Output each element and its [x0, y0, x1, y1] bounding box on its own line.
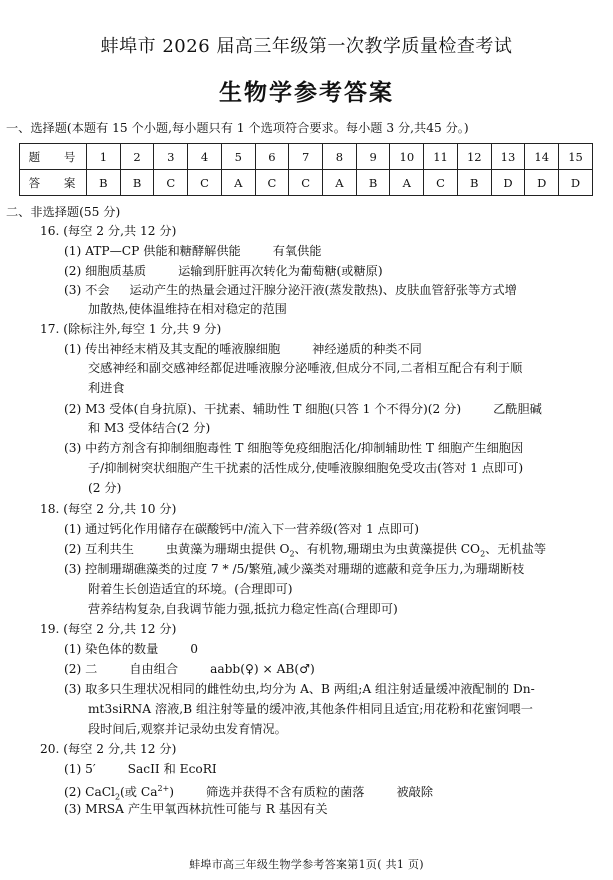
question-number: 6: [255, 144, 289, 170]
q18-subscript-1: 2: [289, 549, 295, 559]
q16-answer-2b: 运输到肝脏再次转化为葡萄糖(或糖原): [178, 264, 383, 278]
q20-answer-2-pre: (2) CaCl: [64, 785, 115, 800]
q18-answer-3a: (3) 控制珊瑚礁藻类的过度 7 * /5/繁殖,减少藻类对珊瑚的遮蔽和竞争压力,为珊瑚断枝: [64, 562, 525, 576]
answer-cell: C: [289, 170, 323, 196]
q18-subscript-2: 2: [480, 549, 486, 559]
q17-answer-2a: (2) M3 受体(自身抗原)、干扰素、辅助性 T 细胞(只答 1 个不得分)(2 分): [64, 402, 462, 416]
q20-answer-2-mid: (或 Ca: [120, 785, 158, 800]
answer-cell: B: [120, 170, 154, 196]
question-number: 3: [154, 144, 188, 170]
q19-answer-2b: 自由组合: [129, 662, 179, 676]
question-number: 8: [323, 144, 357, 170]
q20-answer-2b: 筛选并获得不含有质粒的菌落: [206, 785, 365, 800]
question-number: 5: [221, 144, 255, 170]
answer-cell: C: [188, 170, 222, 196]
answer-cell: D: [491, 170, 525, 196]
q18-answer-3c: 营养结构复杂,自我调节能力强,抵抗力稳定性高(合理即可): [88, 602, 398, 616]
q20-subscript: 2: [114, 792, 121, 802]
answer-cell: C: [154, 170, 188, 196]
q17-answer-3b: 子/抑制树突状细胞产生干扰素的活性成分,使唾液腺细胞免受攻击(答对 1 点即可): [88, 461, 524, 475]
q16-answer-1b: 有氧供能: [272, 244, 322, 258]
q16-answer-3a: (3) 不会: [64, 283, 110, 297]
q16-answer-2a: (2) 细胞质基质: [64, 264, 147, 278]
q16-header: 16. (每空 2 分,共 12 分): [40, 224, 177, 238]
q20-answer-3: (3) MRSA 产生甲氧西林抗性可能与 R 基因有关: [64, 802, 328, 816]
answer-cell: B: [356, 170, 390, 196]
section2-heading: 二、非选择题(55 分): [6, 205, 121, 219]
row-label-answer: 答 案: [20, 170, 87, 196]
q20-answer-1a: (1) 5′: [64, 762, 96, 776]
answer-cell: B: [87, 170, 121, 196]
q20-answer-2c: 被敲除: [396, 785, 434, 800]
q19-answer-2a: (2) 二: [64, 662, 98, 676]
q17-answer-2c: 和 M3 受体结合(2 分): [88, 421, 211, 435]
q18-header: 18. (每空 2 分,共 10 分): [40, 502, 177, 516]
q17-answer-1c: 交感神经和副交感神经都促进唾液腺分泌唾液,但成分不同,二者相互配合有利于顺: [88, 361, 523, 375]
answer-cell: C: [255, 170, 289, 196]
answer-cell: C: [424, 170, 458, 196]
exam-title: 蚌埠市 2026 届高三年级第一次教学质量检查考试: [100, 36, 513, 57]
q17-header: 17. (除标注外,每空 1 分,共 9 分): [40, 322, 222, 336]
q16-answer-3: [64, 281, 517, 299]
question-number: 10: [390, 144, 424, 170]
q16-answer-1a: (1) ATP—CP 供能和糖酵解供能: [64, 244, 241, 258]
q19-answer-3c: 段时间后,观察并记录幼虫发育情况。: [88, 722, 287, 736]
question-number: 9: [356, 144, 390, 170]
question-number: 15: [559, 144, 593, 170]
answer-cell: A: [221, 170, 255, 196]
q20-header: 20. (每空 2 分,共 12 分): [40, 742, 177, 756]
answer-cell: B: [457, 170, 491, 196]
q17-answer-2: [64, 400, 542, 418]
q20-answer-1: [64, 760, 217, 778]
section1-heading: 一、选择题(本题有 15 个小题,每小题只有 1 个选项符合要求。每小题 3 分,共45 分。): [6, 121, 469, 135]
q17-answer-1b: 神经递质的种类不同: [312, 342, 422, 356]
answer-key-title: 生物学参考答案: [219, 80, 394, 106]
q17-answer-3a: (3) 中药方剂含有抑制细胞毒性 T 细胞等免疫细胞活化/抑制辅助性 T 细胞产生细胞因: [64, 441, 524, 455]
answer-table: [19, 143, 593, 196]
question-number: 13: [491, 144, 525, 170]
q19-answer-3a: (3) 取多只生理状况相同的雌性幼虫,均分为 A、B 两组;A 组注射适量缓冲液配制的 Dn-: [64, 682, 535, 696]
answer-cell: A: [323, 170, 357, 196]
question-number: 4: [188, 144, 222, 170]
answer-cell: A: [390, 170, 424, 196]
q20-answer-1b: SacII 和 EcoRI: [127, 762, 217, 776]
q17-answer-1d: 利进食: [88, 381, 125, 395]
q18-answer-1: (1) 通过钙化作用储存在碳酸钙中/流入下一营养级(答对 1 点即可): [64, 522, 419, 536]
q20-answer-2-post: ): [169, 785, 175, 800]
q18-answer-2b-mid: 、有机物,珊瑚虫为虫黄藻提供 CO: [294, 542, 481, 556]
answer-cell: D: [525, 170, 559, 196]
q16-answer-3b: 运动产生的热量会通过汗腺分泌汗液(蒸发散热)、皮肤血管舒张等方式增: [129, 283, 517, 297]
question-number: 11: [424, 144, 458, 170]
q16-answer-3c: 加散热,使体温维持在相对稳定的范围: [88, 302, 287, 316]
table-row-numbers: [20, 144, 593, 170]
q17-answer-1a: (1) 传出神经末梢及其支配的唾液腺细胞: [64, 342, 281, 356]
q20-superscript: 2+: [157, 784, 170, 793]
q19-answer-2: [64, 660, 315, 678]
table-row-answers: [20, 170, 593, 196]
question-number: 7: [289, 144, 323, 170]
q18-answer-2b-post: 、无机盐等: [485, 542, 547, 556]
q17-answer-1: [64, 340, 422, 358]
q18-answer-2b-pre: 虫黄藻为珊瑚虫提供 O: [165, 542, 290, 556]
q18-answer-3b: 附着生长创造适宜的环境。(合理即可): [88, 582, 293, 596]
question-number: 12: [457, 144, 491, 170]
q16-answer-2: [64, 262, 383, 280]
q19-header: 19. (每空 2 分,共 12 分): [40, 622, 177, 636]
q19-answer-3b: mt3siRNA 溶液,B 组注射等量的缓冲液,其他条件相同且适宜;用花粉和花蜜饲喂一: [88, 702, 533, 716]
q19-answer-2c: aabb(♀) × AB(♂): [210, 662, 315, 676]
question-number: 1: [87, 144, 121, 170]
q16-answer-1: [64, 242, 321, 260]
q19-answer-1b: 0: [190, 642, 199, 656]
q19-answer-1a: (1) 染色体的数量: [64, 642, 159, 656]
question-number: 14: [525, 144, 559, 170]
q17-answer-3c: (2 分): [88, 481, 122, 495]
q17-answer-2b: 乙酰胆碱: [493, 402, 542, 416]
answer-cell: D: [559, 170, 593, 196]
row-label-number: 题 号: [20, 144, 87, 170]
q18-answer-2a: (2) 互利共生: [64, 542, 134, 556]
page-footer: 蚌埠市高三年级生物学参考答案第1页( 共1 页): [189, 858, 424, 871]
question-number: 2: [120, 144, 154, 170]
q19-answer-1: [64, 640, 198, 658]
